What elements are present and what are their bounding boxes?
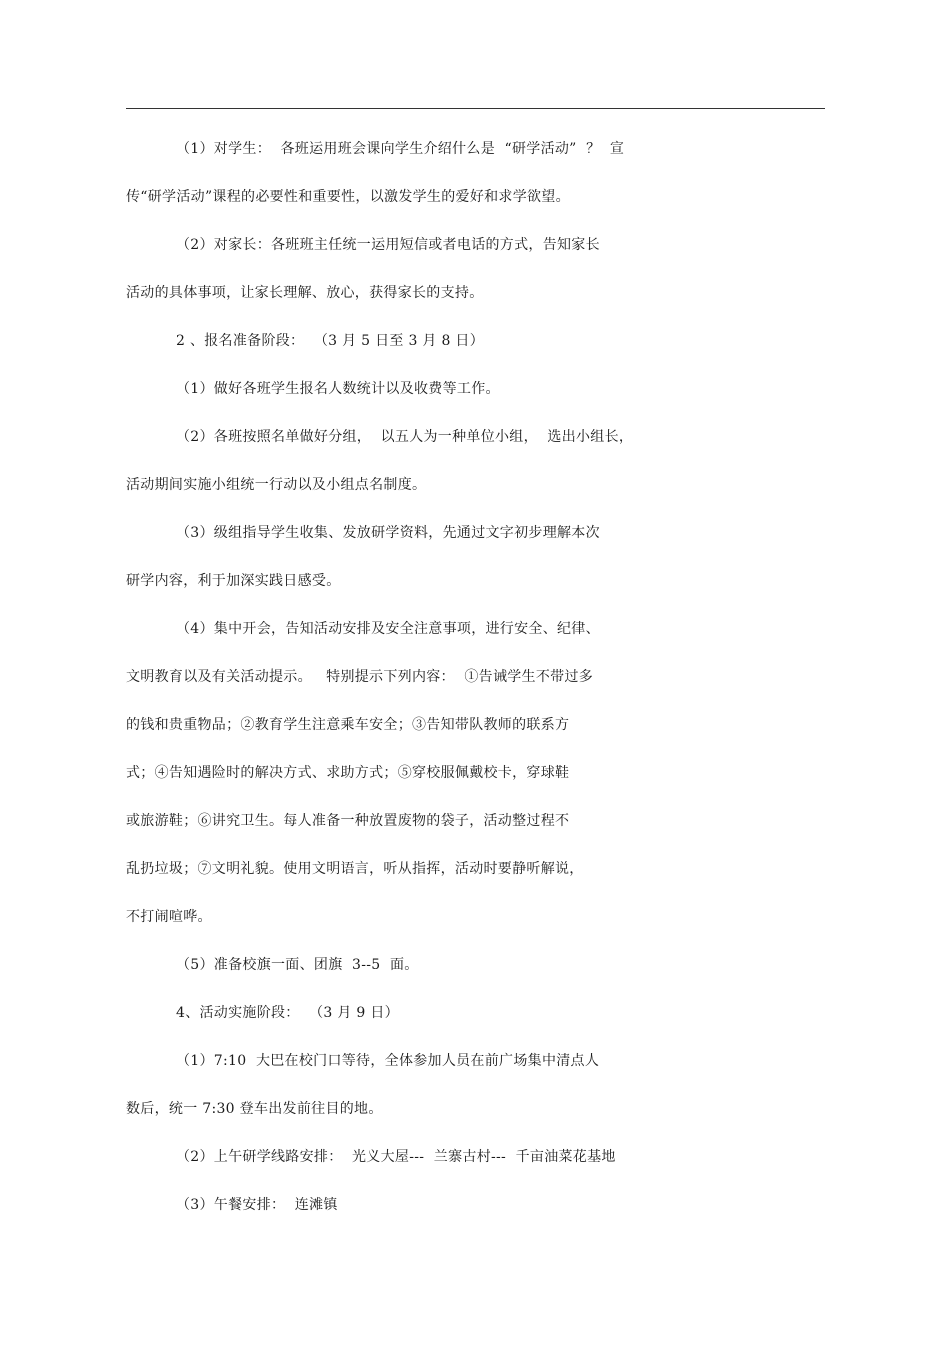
paragraph-line: （5）准备校旗一面、团旗 3--5 面。 <box>176 957 419 973</box>
paragraph-line: （4）集中开会，告知活动安排及安全注意事项，进行安全、纪律、 <box>176 621 600 637</box>
paragraph-line: 传“研学活动”课程的必要性和重要性，以激发学生的爱好和求学欲望。 <box>126 189 570 205</box>
paragraph-line: 文明教育以及有关活动提示。 特别提示下列内容： ①告诫学生不带过多 <box>126 669 594 685</box>
paragraph-line: 不打闹喧哗。 <box>126 909 212 925</box>
paragraph-line: 活动的具体事项，让家长理解、放心，获得家长的支持。 <box>126 285 484 301</box>
paragraph-line: 式；④告知遇险时的解决方式、求助方式；⑤穿校服佩戴校卡，穿球鞋 <box>126 765 570 781</box>
paragraph-line: （3）午餐安排： 连滩镇 <box>176 1197 338 1213</box>
paragraph-line: （1）7:10 大巴在校门口等待，全体参加人员在前广场集中清点人 <box>176 1053 600 1069</box>
paragraph-line: （2）对家长：各班班主任统一运用短信或者电话的方式，告知家长 <box>176 237 600 253</box>
paragraph-line: （1）做好各班学生报名人数统计以及收费等工作。 <box>176 381 500 397</box>
paragraph-line: 研学内容，利于加深实践日感受。 <box>126 573 341 589</box>
paragraph-line: 的钱和贵重物品；②教育学生注意乘车安全；③告知带队教师的联系方 <box>126 717 570 733</box>
paragraph-line: （1）对学生： 各班运用班会课向学生介绍什么是 “研学活动” ？ 宣 <box>176 141 625 157</box>
header-rule <box>126 108 825 109</box>
paragraph-line: 活动期间实施小组统一行动以及小组点名制度。 <box>126 477 427 493</box>
paragraph-line: 或旅游鞋；⑥讲究卫生。每人准备一种放置废物的袋子，活动整过程不 <box>126 813 570 829</box>
section-heading: 2 、报名准备阶段： （3 月 5 日至 3 月 8 日） <box>176 333 485 349</box>
paragraph-line: 数后，统一 7:30 登车出发前往目的地。 <box>126 1101 383 1117</box>
paragraph-line: （2）各班按照名单做好分组， 以五人为一种单位小组， 选出小组长， <box>176 429 634 445</box>
paragraph-line: 乱扔垃圾；⑦文明礼貌。使用文明语言，听从指挥，活动时要静听解说， <box>126 861 584 877</box>
paragraph-line: （3）级组指导学生收集、发放研学资料，先通过文字初步理解本次 <box>176 525 600 541</box>
paragraph-line: （2）上午研学线路安排： 光义大屋--- 兰寨古村--- 千亩油菜花基地 <box>176 1149 616 1165</box>
section-heading: 4、活动实施阶段： （3 月 9 日） <box>176 1005 399 1021</box>
